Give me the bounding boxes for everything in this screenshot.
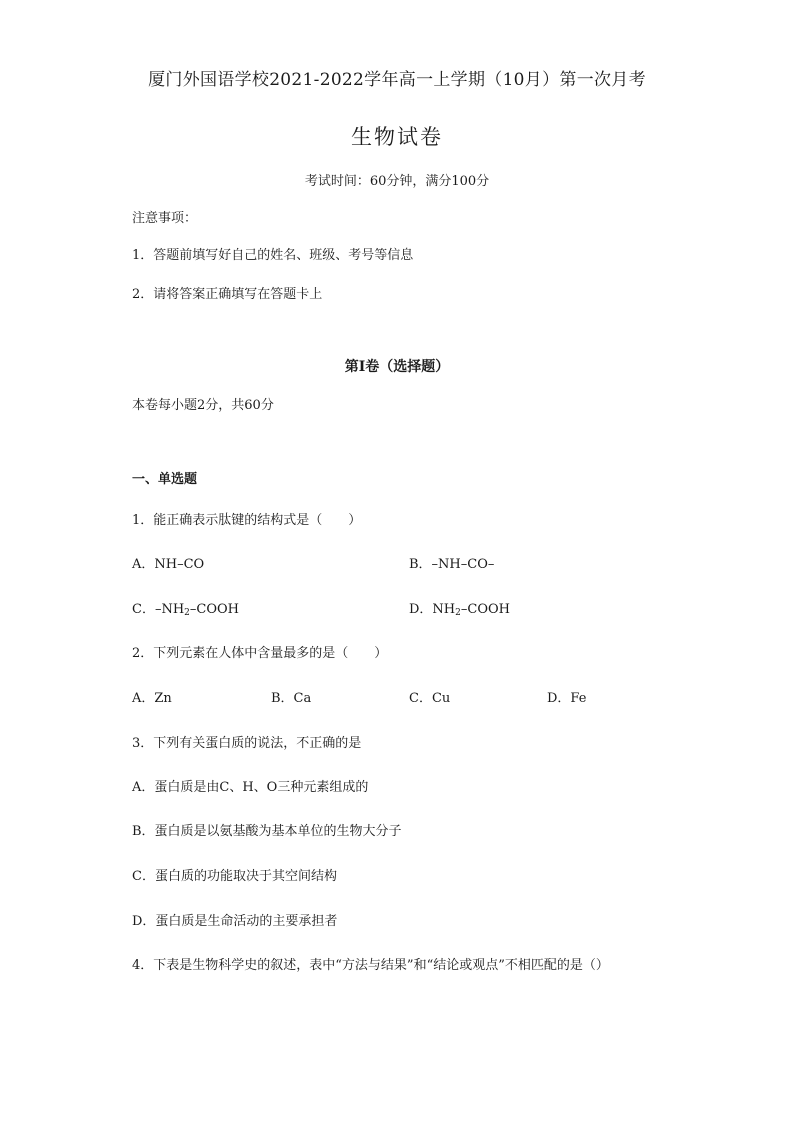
- option-b: B．Ca: [271, 691, 312, 706]
- option-c: C．蛋白质的功能取决于其空间结构: [132, 869, 337, 884]
- option-b: B．–NH–CO–: [409, 557, 495, 572]
- notice-heading: 注意事项：: [132, 211, 198, 226]
- option-d: D．蛋白质是生命活动的主要承担者: [132, 914, 338, 929]
- exam-title: 厦门外国语学校2021-2022学年高一上学期（10月）第一次月考: [148, 70, 646, 90]
- option-c: C．Cu: [409, 691, 451, 706]
- option-b: B．蛋白质是以氨基酸为基本单位的生物大分子: [132, 824, 402, 839]
- option-a: A．Zn: [132, 691, 172, 706]
- question-stem: 1．能正确表示肽键的结构式是（ ）: [132, 513, 362, 528]
- option-d: D．Fe: [547, 691, 587, 706]
- question-stem: 4．下表是生物科学史的叙述，表中“方法与结果”和“结论或观点”不相匹配的是（）: [132, 958, 609, 973]
- question-stem: 2．下列元素在人体中含量最多的是（ ）: [132, 646, 388, 661]
- option-d: D．$NH_2$–COOH: [409, 602, 510, 618]
- part-title: 第I卷（选择题）: [344, 359, 450, 375]
- notice-item: 1．答题前填写好自己的姓名、班级、考号等信息: [132, 248, 414, 263]
- exam-info: 考试时间：60分钟，满分100分: [304, 174, 490, 189]
- option-c: C．$-NH_2$–COOH: [132, 602, 240, 618]
- section-heading: 一、单选题: [132, 472, 198, 487]
- option-a: A．蛋白质是由C、H、O三种元素组成的: [132, 780, 369, 795]
- subject-title: 生物试卷: [351, 125, 443, 149]
- part-desc: 本卷每小题2分，共60分: [132, 398, 274, 413]
- option-a: A．NH–CO: [132, 557, 205, 572]
- question-stem: 3．下列有关蛋白质的说法，不正确的是: [132, 736, 362, 751]
- notice-item: 2．请将答案正确填写在答题卡上: [132, 287, 323, 302]
